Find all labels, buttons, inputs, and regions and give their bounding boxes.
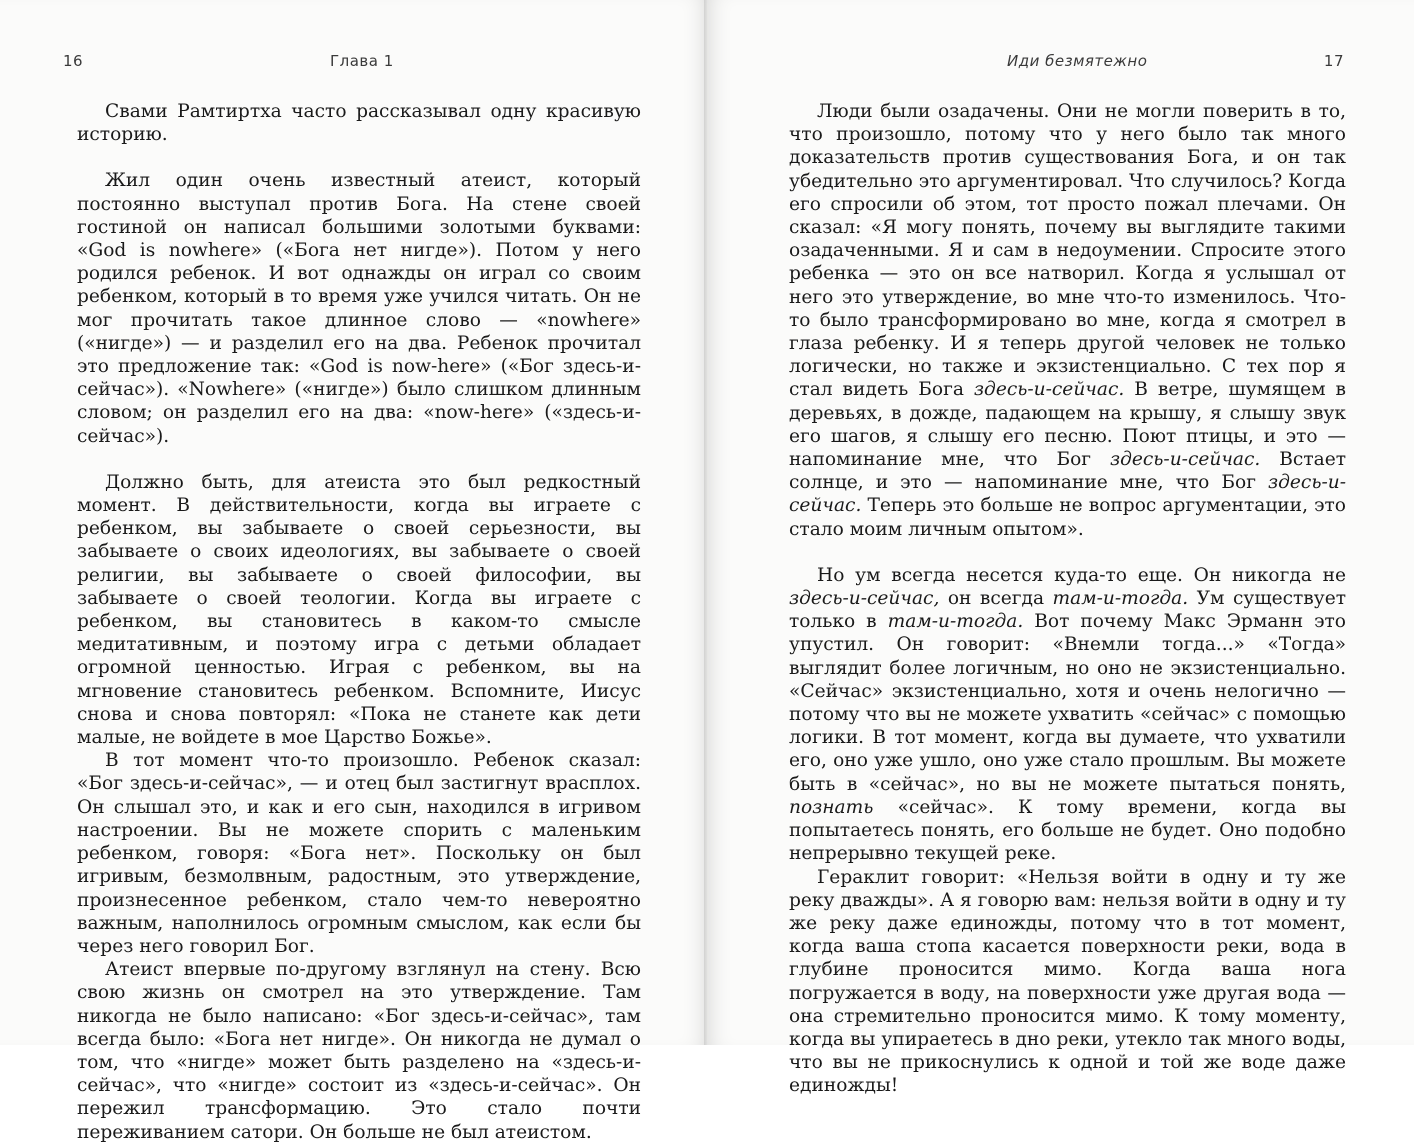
paragraph [789,100,1346,541]
paragraph: Должно быть, для атеиста это был редкостный момент. В действительности, когда вы играете с ребенком, вы забываете о своей серьезности, вы забываете о своих идеологиях, вы забываете о своей религии, вы забываете о своей философии, вы забываете о своей теологии. Когда вы играете с ребенком, вы становитесь в каком-то смысле медитативным, и поэтому игра с детьми обладает огромной ценностью. Играя с ребенком, вы на мгновение становитесь ребенком. Вспомните, Иисус снова и снова повторял: «Пока не станете как дети малые, не войдете в мое Царство Божье». [77,471,641,749]
emphasis: там-и-тогда. [887,611,1024,633]
left-page-body [77,100,641,1144]
text-run: Теперь это больше не вопрос аргументации, это стало моим личным опытом». [789,495,1346,540]
page-number-left: 16 [63,52,84,70]
running-head-title: Иди безмятежно [1007,52,1148,70]
text-run: В ветре, шумящем в деревьях, в дожде, падающем на крышу, я слышу звук его шагов, я слышу его песню. Поют птицы, и это — напоминание мне, что Бог [789,379,1346,471]
paragraph [789,564,1346,866]
emphasis: познать [789,796,874,818]
left-page [0,0,707,1143]
paragraph: Жил один очень известный атеист, который постоянно выступал против Бога. На стене своей гостиной он написал большими золотыми буквами: «God is nowhere» («Бога нет нигде»). Потом у него родился ребенок. И вот однажды он играл со своим ребенком, который в то время уже учился читать. Он не мог прочитать такое длинное слово — «nowhere» («нигде») — и разделил его на два. Ребенок прочитал это предложение так: «God is now-here» («Бог здесь-и-сейчас»). «Nowhere» («нигде») было слишком длинным словом; он разделил его на два: «now-here» («здесь-и-сейчас»). [77,170,641,447]
text-run: он всегда [939,588,1053,610]
paragraph: Гераклит говорит: «Нельзя войти в одну и ту же реку дважды». А я говорю вам: нельзя войти в одну и ту же реку даже единожды, потому что в тот момент, когда ваша стопа касается поверхности реки, вода в глубине проносится мимо. Когда ваша нога погружается в воду, на поверхности уже другая вода — она стремительно проносится мимо. К тому моменту, когда вы упираетесь в дно реки, утекло так много воды, что вы не прикоснулись к одной и той же воде даже единожды! [789,866,1346,1097]
emphasis: там-и-тогда. [1052,588,1189,610]
emphasis: здесь-и-сейчас. [1109,449,1261,471]
emphasis: здесь-и-сейчас. [789,472,1346,517]
text-run: «сейчас». К тому времени, когда вы попытаетесь понять, его больше не будет. Оно подобно непрерывно текущей реке. [789,796,1346,865]
right-page [707,0,1414,1097]
text-run: Вот почему Макс Эрманн это упустил. Он говорит: «Внемли тогда...» «Тогда» выглядит более логичным, но оно не экзистенциально. «Сейчас» экзистенциально, хотя и очень нелогично — потому что вы не можете ухватить «сейчас» с помощью логики. В тот момент, когда вы думаете, что ухватили его, оно уже ушло, оно уже стало прошлым. Вы можете быть в «сейчас», но вы не можете пытаться понять, [789,611,1346,795]
text-run: Люди были озадачены. Они не могли поверить в то, что произошло, потому что у него было так много доказательств против существования Бога, и он так убедительно это аргументировал. Что случилось? Когда его спросили об этом, тот просто пожал плечами. Он сказал: «Я могу понять, почему вы выглядите такими озадаченными. Я и сам в недоумении. Спросите этого ребенка — это он все натворил. Когда я услышал от него это утверждение, во мне что-то изменилось. Что-то было трансформировано во мне, когда я смотрел в глаза ребенку. И я теперь другой человек не только логически, но также и экзистенциально. С тех пор я стал видеть Бога [789,101,1346,401]
paragraph: Свами Рамтиртха часто рассказывал одну красивую историю. [77,101,641,146]
emphasis: здесь-и-сейчас. [973,379,1125,401]
text-run: Встает солнце, и это — напоминание мне, что Бог [789,449,1346,494]
right-page-body [789,100,1346,1098]
paragraph: В тот момент что-то произошло. Ребенок сказал: «Бог здесь-и-сейчас», — и отец был застигнут врасплох. Он слышал это, и как и его сын, находился в игривом настроении. Вы не можете спорить с маленьким ребенком, говоря: «Бога нет». Поскольку он был игривым, безмолвным, радостным, это утверждение, произнесенное ребенком, стало чем-то невероятно важным, наполнилось огромным смыслом, как если бы через него говорил Бог. [77,750,641,957]
emphasis: здесь-и-сейчас, [789,588,940,610]
running-head-chapter: Глава 1 [330,52,394,70]
text-run: Но ум всегда несется куда-то еще. Он никогда не [817,564,1346,586]
text-run: Ум существует только в [789,588,1347,633]
paragraph: Атеист впервые по-другому взглянул на стену. Всю свою жизнь он смотрел на это утверждение. Там никогда не было написано: «Бог здесь-и-сейчас», там всегда было: «Бога нет нигде». Он никогда не думал о том, что «нигде» может быть разделено на «здесь-и-сейчас», что «нигде» состоит из «здесь-и-сейчас». Он пережил трансформацию. Это стало почти переживанием сатори. Он больше не был атеистом. [77,959,641,1143]
page-number-right: 17 [1323,52,1344,70]
